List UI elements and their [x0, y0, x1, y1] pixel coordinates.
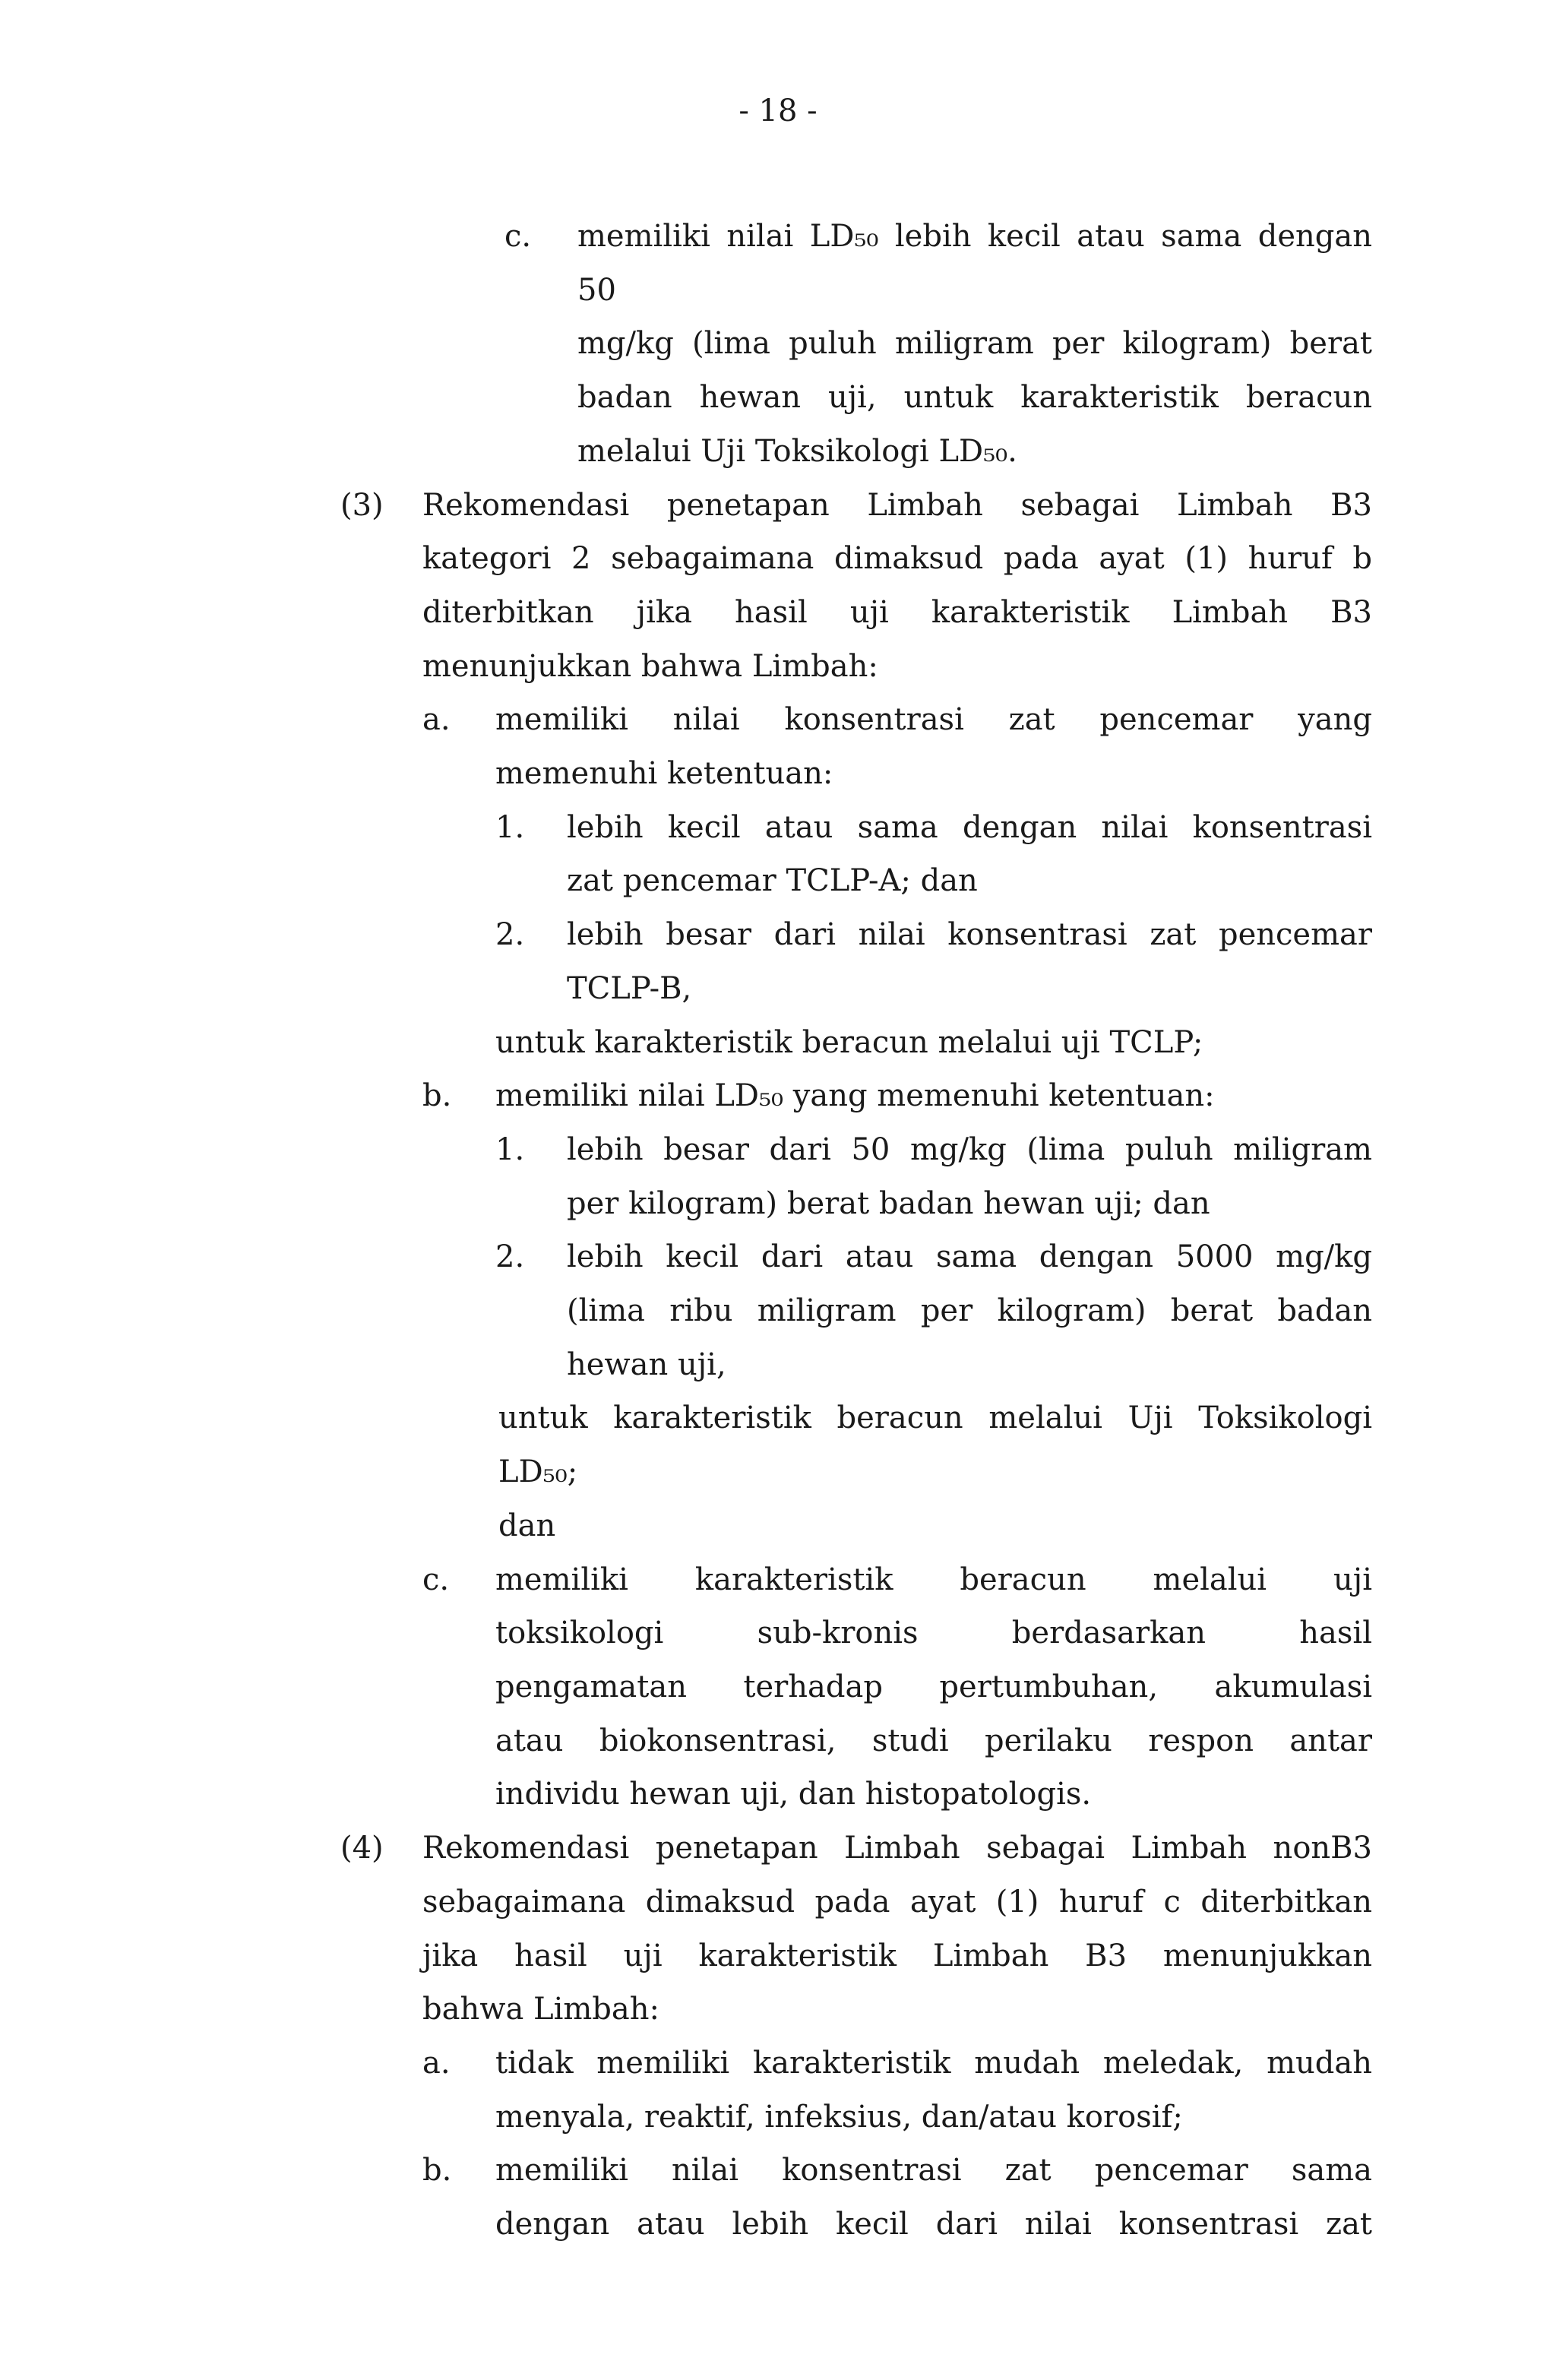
- paragraph-text: Rekomendasi penetapan Limbah sebagai Limbah B3 kategori 2 sebagaimana dimaksud pada ayat (1) huruf b diterbitkan jika hasil uji karakteristik Limbah B3 menunjukkan bahwa Limbah:: [422, 487, 1372, 684]
- item-3b: [422, 1069, 1372, 1123]
- item-4a: [422, 2037, 1372, 2144]
- item-label: c.: [504, 219, 532, 254]
- item-label: b.: [422, 1078, 452, 1114]
- item-2c: [504, 210, 1372, 479]
- subitem-3a-2: [495, 908, 1372, 1015]
- subitem-label: 2.: [495, 917, 525, 953]
- item-label: a.: [422, 2045, 451, 2081]
- item-4b: [422, 2144, 1372, 2251]
- item-text: memiliki nilai konsentrasi zat pencemar yang memenuhi ketentuan:: [495, 702, 1372, 792]
- subitem-3b-1: [495, 1123, 1372, 1230]
- paragraph-label: (4): [340, 1831, 384, 1866]
- item-label: b.: [422, 2153, 452, 2189]
- subitem-text: lebih besar dari nilai konsentrasi zat pencemar TCLP-B,: [567, 917, 1372, 1006]
- paragraph-label: (3): [340, 487, 384, 523]
- item-3a: [422, 693, 1372, 800]
- subitem-label: 1.: [495, 809, 525, 845]
- item-label: a.: [422, 702, 451, 738]
- item-3b-closing: untuk karakteristik beracun melalui Uji Toksikologi LD₅₀; dan: [498, 1400, 1372, 1543]
- item-3a-closing: untuk karakteristik beracun melalui uji TCLP;: [495, 1024, 1203, 1060]
- item-label: c.: [422, 1562, 450, 1597]
- document-body: [340, 210, 1372, 2252]
- page-number: - 18 -: [738, 93, 818, 128]
- paragraph-3: [340, 479, 1372, 694]
- item-text: memiliki nilai LD₅₀ lebih kecil atau sama dengan 50 mg/kg (lima puluh miligram per kilogram) berat badan hewan uji, untuk karakteristik beracun melalui Uji Toksikologi LD₅₀.: [577, 219, 1372, 469]
- item-text: memiliki nilai konsentrasi zat pencemar sama dengan atau lebih kecil dari nilai konsentrasi zat: [495, 2153, 1372, 2242]
- item-3c: [422, 1553, 1372, 1822]
- subitem-label: 2.: [495, 1239, 525, 1275]
- subitem-3a-1: [495, 801, 1372, 908]
- item-text: tidak memiliki karakteristik mudah meledak, mudah menyala, reaktif, infeksius, dan/atau korosif;: [495, 2045, 1372, 2135]
- item-text: memiliki nilai LD₅₀ yang memenuhi ketentuan:: [495, 1078, 1215, 1114]
- subitem-text: lebih kecil atau sama dengan nilai konsentrasi zat pencemar TCLP-A; dan: [567, 809, 1372, 899]
- subitem-3b-2: [495, 1230, 1372, 1391]
- subitem-label: 1.: [495, 1131, 525, 1167]
- item-text: memiliki karakteristik beracun melalui uji toksikologi sub-kronis berdasarkan hasil pengamatan terhadap pertumbuhan, akumulasi atau biokonsentrasi, studi perilaku respon antar individu hewan uji, dan histopatologis.: [495, 1562, 1372, 1812]
- subitem-text: lebih besar dari 50 mg/kg (lima puluh miligram per kilogram) berat badan hewan uji; dan: [567, 1131, 1372, 1221]
- paragraph-text: Rekomendasi penetapan Limbah sebagai Limbah nonB3 sebagaimana dimaksud pada ayat (1) huruf c diterbitkan jika hasil uji karakteristik Limbah B3 menunjukkan bahwa Limbah:: [422, 1831, 1372, 2027]
- subitem-text: lebih kecil dari atau sama dengan 5000 mg/kg (lima ribu miligram per kilogram) berat badan hewan uji,: [567, 1239, 1372, 1382]
- paragraph-4: [340, 1821, 1372, 2037]
